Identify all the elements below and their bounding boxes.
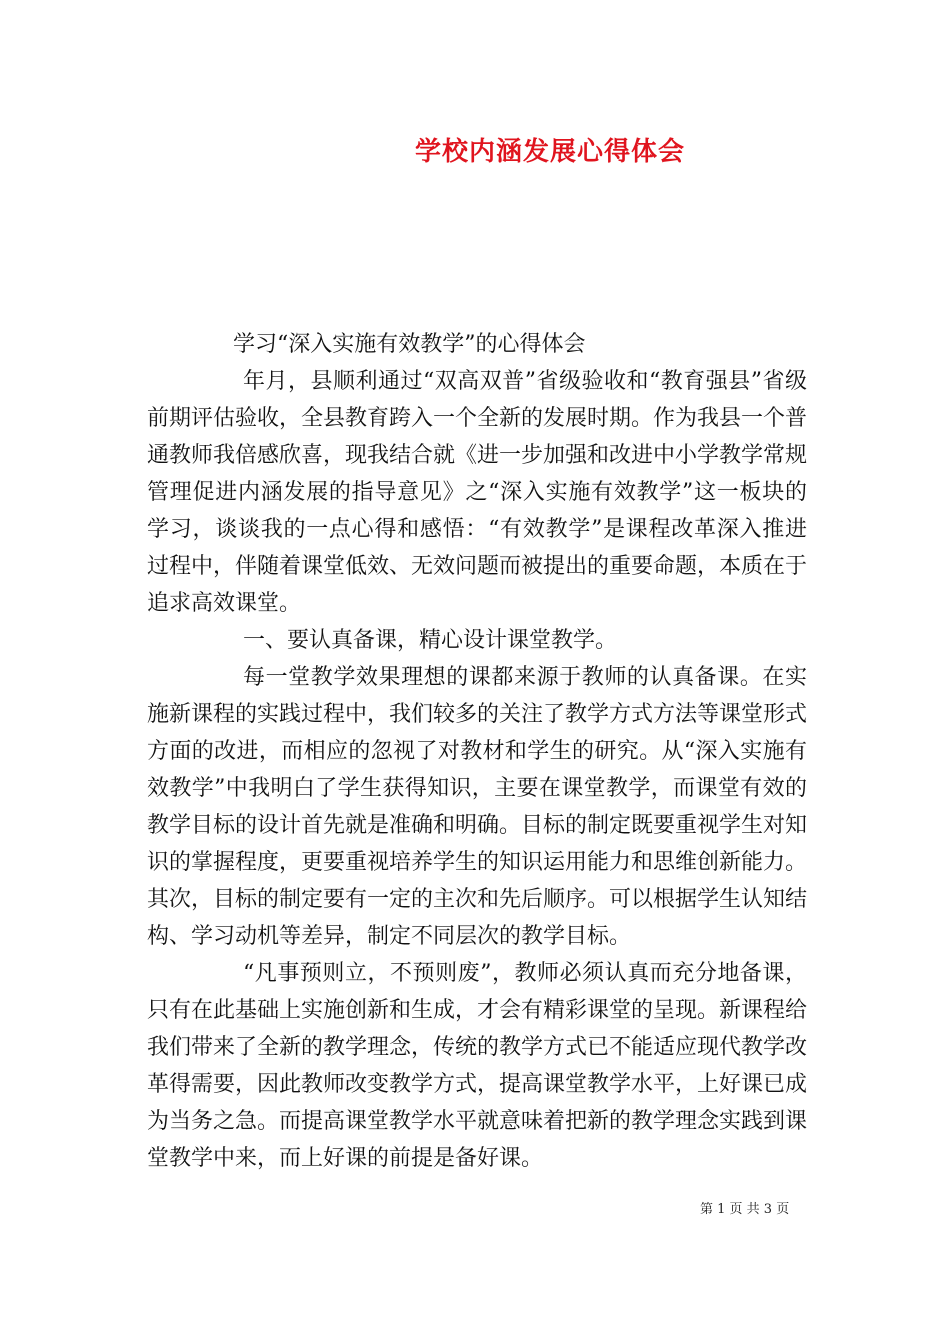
section-heading-1: 一、要认真备课，精心设计课堂教学。 xyxy=(243,628,618,653)
page-number-footer: 第 1 页 共 3 页 xyxy=(700,1202,790,1217)
document-subtitle: 学习“深入实施有效教学”的心得体会 xyxy=(233,332,586,357)
paragraph-intro: 年月，县顺利通过“双高双普”省级验收和“教育强县”省级前期评估验收，全县教育跨入一个全新的发展时期。作为我县一个普通教师我倍感欣喜，现我结合就《进一步加强和改进中小学教学常规管理促进内涵发展的指导意见》之“深入实施有效教学”这一板块的学习，谈谈我的一点心得和感悟：“有效教学”是课程改革深入推进过程中，伴随着课堂低效、无效问题而被提出的重要命题，本质在于追求高效课堂。 xyxy=(147,369,808,616)
document-title: 学校内涵发展心得体会 xyxy=(414,137,685,167)
paragraph-preparation-quote: “凡事预则立，不预则废”，教师必须认真而充分地备课，只有在此基础上实施创新和生成，才会有精彩课堂的呈现。新课程给我们带来了全新的教学理念，传统的教学方式已不能适应现代教学改革得需要，因此教师改变教学方式，提高课堂教学水平，上好课已成为当务之急。而提高课堂教学水平就意味着把新的教学理念实践到课堂教学中来，而上好课的前提是备好课。 xyxy=(147,961,808,1171)
paragraph-lesson-prep: 每一堂教学效果理想的课都来源于教师的认真备课。在实施新课程的实践过程中，我们较多的关注了教学方式方法等课堂形式方面的改进，而相应的忽视了对教材和学生的研究。从“深入实施有效教学”中我明白了学生获得知识，主要在课堂教学，而课堂有效的教学目标的设计首先就是准确和明确。目标的制定既要重视学生对知识的掌握程度，更要重视培养学生的知识运用能力和思维创新能力。其次，目标的制定要有一定的主次和先后顺序。可以根据学生认知结构、学习动机等差异，制定不同层次的教学目标。 xyxy=(147,665,808,949)
document-body xyxy=(147,326,807,1177)
